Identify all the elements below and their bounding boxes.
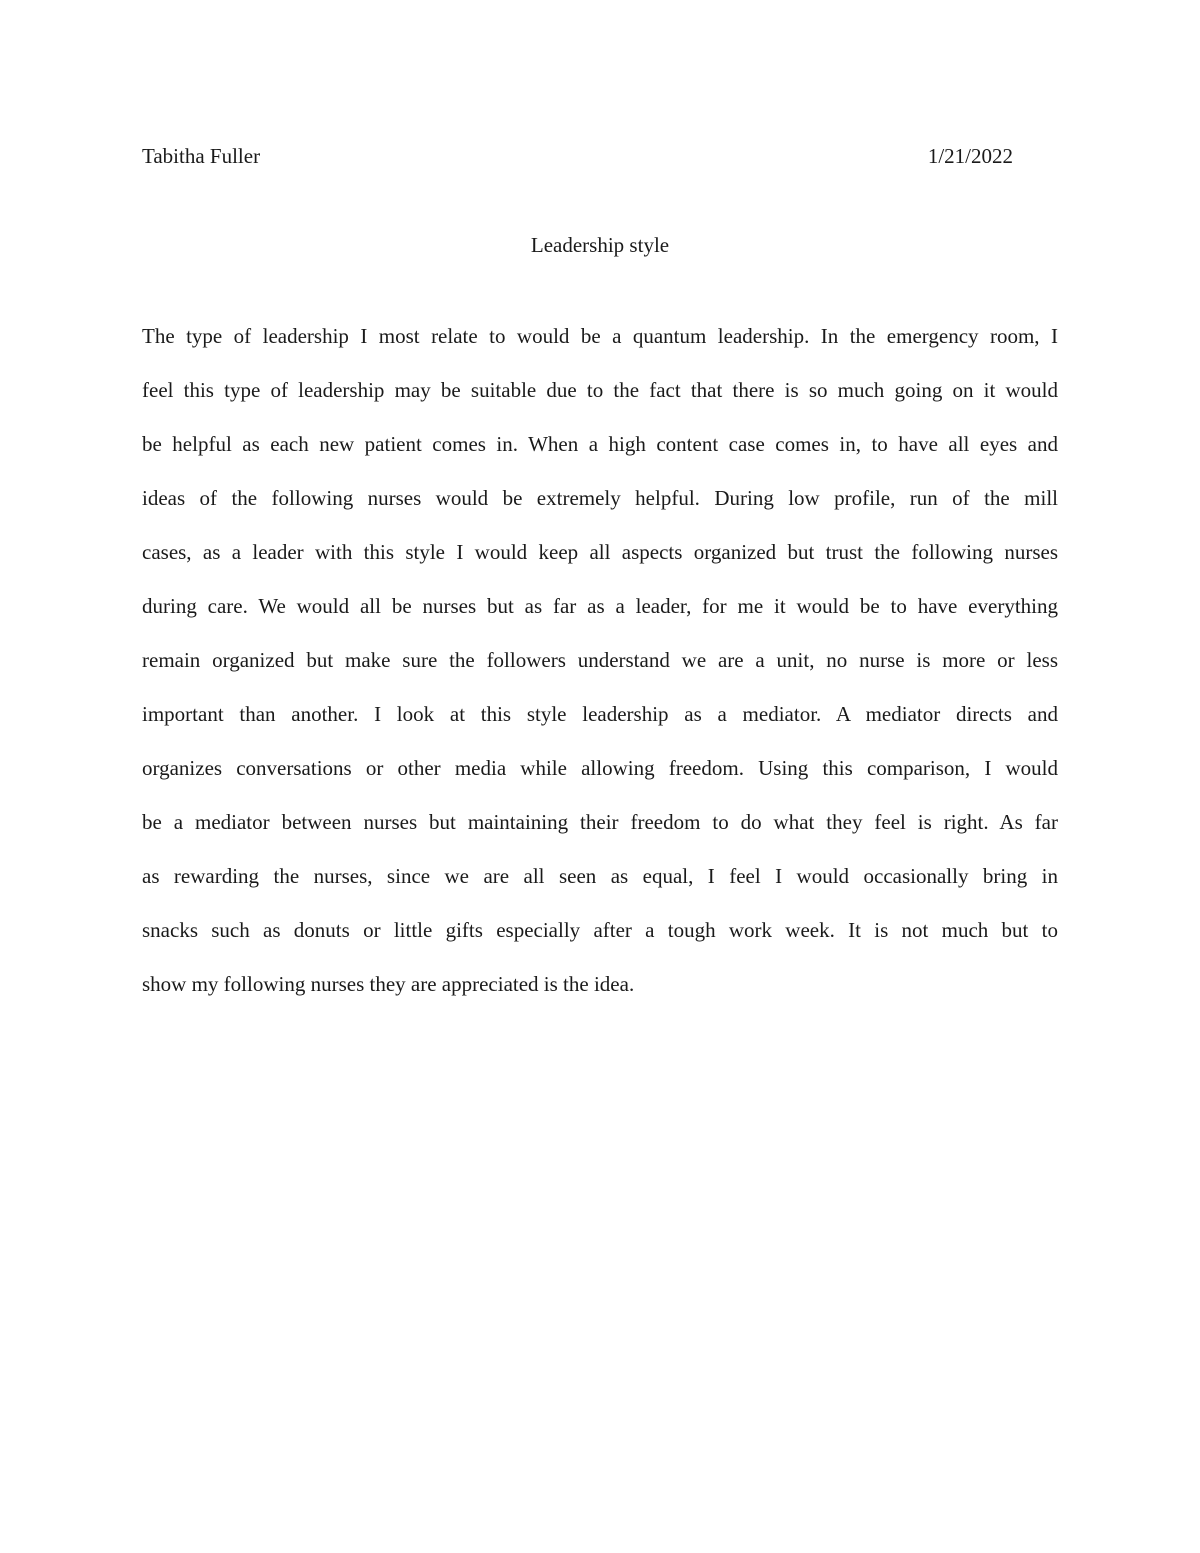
paragraph-line: show my following nurses they are appreciated is the idea.	[142, 972, 635, 996]
paragraph-line: organizes conversations or other media while allowing freedom. Using this comparison, I would	[142, 756, 1058, 780]
paragraph-line: cases, as a leader with this style I would keep all aspects organized but trust the following nurses	[142, 540, 1058, 564]
author-name: Tabitha Fuller	[142, 144, 261, 168]
paragraph-line: The type of leadership I most relate to would be a quantum leadership. In the emergency room, I	[142, 324, 1058, 348]
paragraph-line: ideas of the following nurses would be extremely helpful. During low profile, run of the mill	[142, 486, 1058, 510]
document-title: Leadership style	[530, 233, 670, 257]
paragraph-line: snacks such as donuts or little gifts especially after a tough work week. It is not much but to	[142, 918, 1058, 942]
paragraph-line: be a mediator between nurses but maintaining their freedom to do what they feel is right. As far	[142, 810, 1058, 834]
paragraph-line: as rewarding the nurses, since we are all seen as equal, I feel I would occasionally bring in	[142, 864, 1058, 888]
paragraph-line: feel this type of leadership may be suitable due to the fact that there is so much going on it would	[142, 378, 1058, 402]
document-header	[142, 141, 1013, 171]
body-paragraph	[142, 320, 1072, 1022]
paragraph-line: be helpful as each new patient comes in. When a high content case comes in, to have all eyes and	[142, 432, 1058, 456]
paragraph-line: important than another. I look at this style leadership as a mediator. A mediator directs and	[142, 702, 1058, 726]
document-date: 1/21/2022	[927, 144, 1013, 168]
paragraph-line: remain organized but make sure the followers understand we are a unit, no nurse is more or less	[142, 648, 1058, 672]
paragraph-line: during care. We would all be nurses but as far as a leader, for me it would be to have everything	[142, 594, 1058, 618]
